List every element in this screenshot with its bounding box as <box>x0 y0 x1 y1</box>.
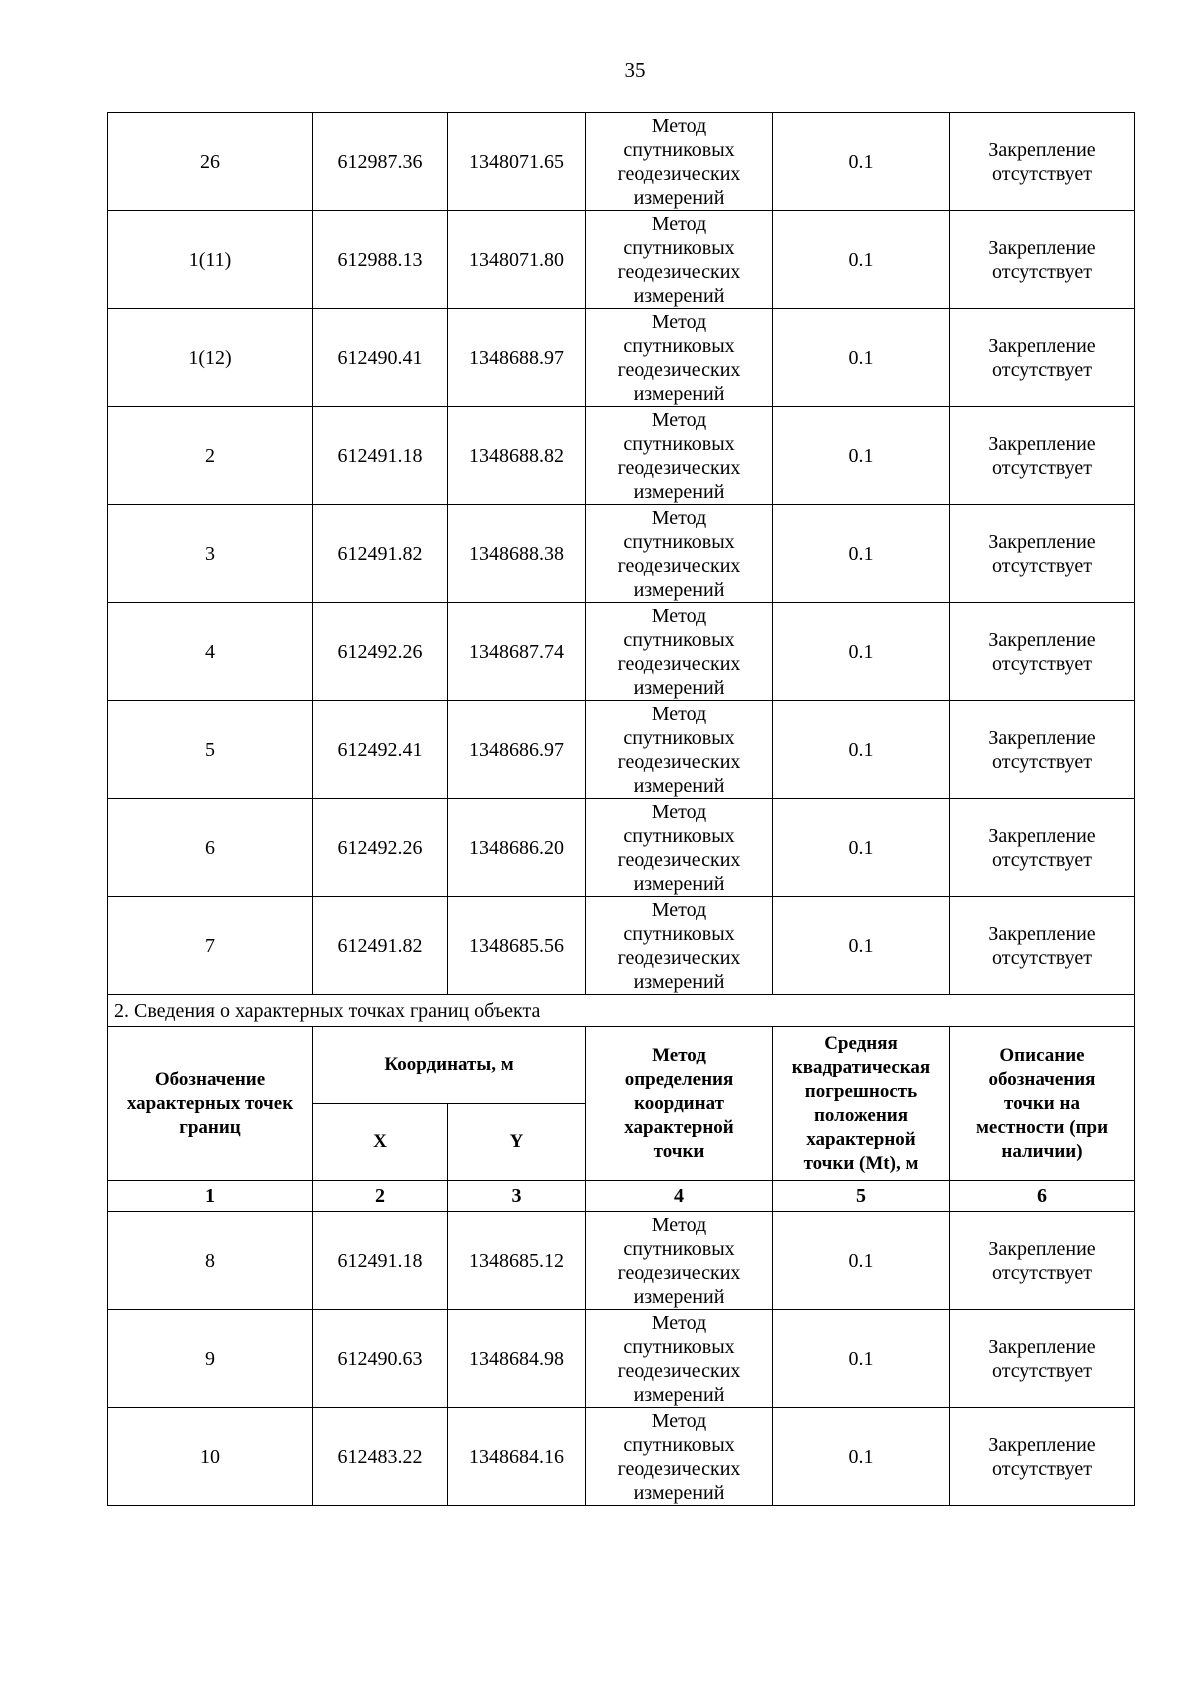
mean-error-cell: 0.1 <box>773 505 950 603</box>
point-id-cell: 9 <box>108 1310 313 1408</box>
point-id-cell: 3 <box>108 505 313 603</box>
column-number: 3 <box>448 1181 586 1212</box>
header-coordinates: Координаты, м <box>313 1027 586 1104</box>
table-body-top <box>108 113 1135 995</box>
boundary-points-table <box>107 112 1135 1506</box>
point-id-cell: 1(11) <box>108 211 313 309</box>
fixing-description-cell: Закрепление отсутствует <box>950 603 1135 701</box>
y-coordinate-cell: 1348685.12 <box>448 1212 586 1310</box>
method-cell: Метод спутниковых геодезических измерений <box>586 211 773 309</box>
method-cell: Метод спутниковых геодезических измерений <box>586 1310 773 1408</box>
y-coordinate-cell: 1348688.82 <box>448 407 586 505</box>
method-cell: Метод спутниковых геодезических измерений <box>586 407 773 505</box>
table-row <box>108 799 1135 897</box>
table-row <box>108 603 1135 701</box>
table-row <box>108 113 1135 211</box>
method-cell: Метод спутниковых геодезических измерений <box>586 603 773 701</box>
fixing-description-cell: Закрепление отсутствует <box>950 211 1135 309</box>
point-id-cell: 1(12) <box>108 309 313 407</box>
method-cell: Метод спутниковых геодезических измерений <box>586 505 773 603</box>
table-row <box>108 1310 1135 1408</box>
fixing-description-cell: Закрепление отсутствует <box>950 113 1135 211</box>
fixing-description-cell: Закрепление отсутствует <box>950 407 1135 505</box>
page-number: 35 <box>624 58 646 82</box>
x-coordinate-cell: 612492.26 <box>313 799 448 897</box>
mean-error-cell: 0.1 <box>773 113 950 211</box>
table-row <box>108 505 1135 603</box>
y-coordinate-cell: 1348688.97 <box>448 309 586 407</box>
mean-error-cell: 0.1 <box>773 603 950 701</box>
mean-error-cell: 0.1 <box>773 407 950 505</box>
point-id-cell: 26 <box>108 113 313 211</box>
y-coordinate-cell: 1348685.56 <box>448 897 586 995</box>
x-coordinate-cell: 612491.82 <box>313 897 448 995</box>
point-id-cell: 2 <box>108 407 313 505</box>
header-y: Y <box>448 1104 586 1181</box>
header-x: X <box>313 1104 448 1181</box>
table-row <box>108 897 1135 995</box>
header-point-designation: Обозначение характерных точек границ <box>108 1027 313 1181</box>
mean-error-cell: 0.1 <box>773 309 950 407</box>
y-coordinate-cell: 1348688.38 <box>448 505 586 603</box>
point-id-cell: 4 <box>108 603 313 701</box>
y-coordinate-cell: 1348684.16 <box>448 1408 586 1506</box>
mean-error-cell: 0.1 <box>773 1212 950 1310</box>
x-coordinate-cell: 612491.18 <box>313 1212 448 1310</box>
method-cell: Метод спутниковых геодезических измерений <box>586 1212 773 1310</box>
method-cell: Метод спутниковых геодезических измерений <box>586 113 773 211</box>
fixing-description-cell: Закрепление отсутствует <box>950 1408 1135 1506</box>
x-coordinate-cell: 612490.63 <box>313 1310 448 1408</box>
y-coordinate-cell: 1348071.80 <box>448 211 586 309</box>
point-id-cell: 7 <box>108 897 313 995</box>
method-cell: Метод спутниковых геодезических измерений <box>586 309 773 407</box>
table-body-bottom <box>108 1212 1135 1506</box>
section-title-row <box>108 995 1135 1027</box>
x-coordinate-cell: 612492.41 <box>313 701 448 799</box>
fixing-description-cell: Закрепление отсутствует <box>950 897 1135 995</box>
y-coordinate-cell: 1348686.20 <box>448 799 586 897</box>
fixing-description-cell: Закрепление отсутствует <box>950 1310 1135 1408</box>
header-description: Описание обозначения точки на местности (при наличии) <box>950 1027 1135 1181</box>
x-coordinate-cell: 612483.22 <box>313 1408 448 1506</box>
table-header-section <box>108 995 1135 1212</box>
mean-error-cell: 0.1 <box>773 211 950 309</box>
method-cell: Метод спутниковых геодезических измерений <box>586 701 773 799</box>
fixing-description-cell: Закрепление отсутствует <box>950 309 1135 407</box>
y-coordinate-cell: 1348071.65 <box>448 113 586 211</box>
section-title: 2. Сведения о характерных точках границ объекта <box>108 995 1135 1027</box>
fixing-description-cell: Закрепление отсутствует <box>950 799 1135 897</box>
point-id-cell: 10 <box>108 1408 313 1506</box>
x-coordinate-cell: 612492.26 <box>313 603 448 701</box>
header-row-1 <box>108 1027 1135 1104</box>
header-method: Метод определения координат характерной точки <box>586 1027 773 1181</box>
fixing-description-cell: Закрепление отсутствует <box>950 505 1135 603</box>
column-numbers-row <box>108 1181 1135 1212</box>
column-number: 6 <box>950 1181 1135 1212</box>
table-row <box>108 1212 1135 1310</box>
table-row <box>108 701 1135 799</box>
column-number: 4 <box>586 1181 773 1212</box>
y-coordinate-cell: 1348684.98 <box>448 1310 586 1408</box>
column-number: 5 <box>773 1181 950 1212</box>
column-number: 1 <box>108 1181 313 1212</box>
y-coordinate-cell: 1348686.97 <box>448 701 586 799</box>
column-number: 2 <box>313 1181 448 1212</box>
table-row <box>108 309 1135 407</box>
x-coordinate-cell: 612987.36 <box>313 113 448 211</box>
fixing-description-cell: Закрепление отсутствует <box>950 1212 1135 1310</box>
point-id-cell: 6 <box>108 799 313 897</box>
y-coordinate-cell: 1348687.74 <box>448 603 586 701</box>
header-mean-error: Средняя квадратическая погрешность положения характерной точки (Mt), м <box>773 1027 950 1181</box>
fixing-description-cell: Закрепление отсутствует <box>950 701 1135 799</box>
mean-error-cell: 0.1 <box>773 897 950 995</box>
table-row <box>108 407 1135 505</box>
x-coordinate-cell: 612988.13 <box>313 211 448 309</box>
method-cell: Метод спутниковых геодезических измерений <box>586 897 773 995</box>
method-cell: Метод спутниковых геодезических измерений <box>586 799 773 897</box>
point-id-cell: 8 <box>108 1212 313 1310</box>
x-coordinate-cell: 612491.18 <box>313 407 448 505</box>
mean-error-cell: 0.1 <box>773 701 950 799</box>
table-row <box>108 211 1135 309</box>
mean-error-cell: 0.1 <box>773 1310 950 1408</box>
x-coordinate-cell: 612490.41 <box>313 309 448 407</box>
mean-error-cell: 0.1 <box>773 799 950 897</box>
table-row <box>108 1408 1135 1506</box>
x-coordinate-cell: 612491.82 <box>313 505 448 603</box>
method-cell: Метод спутниковых геодезических измерений <box>586 1408 773 1506</box>
point-id-cell: 5 <box>108 701 313 799</box>
mean-error-cell: 0.1 <box>773 1408 950 1506</box>
